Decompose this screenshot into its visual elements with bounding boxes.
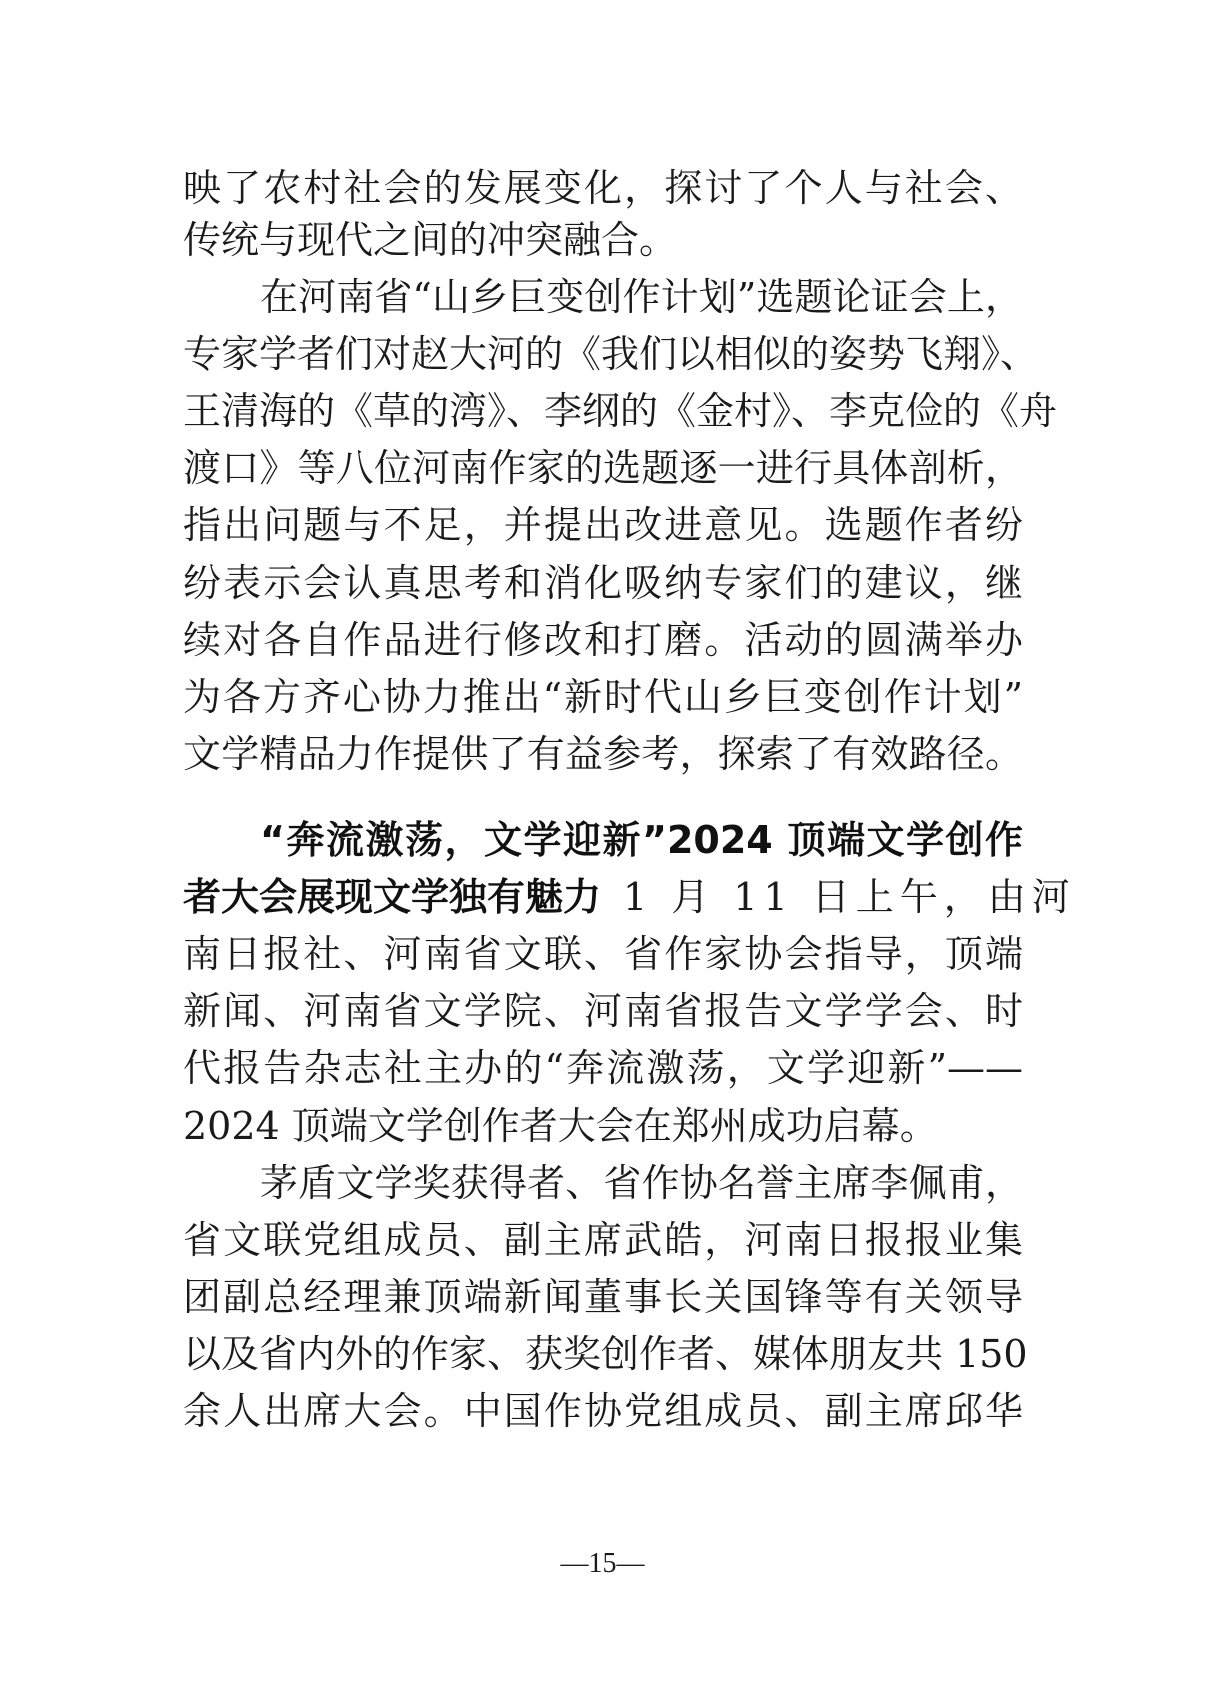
- page-number: —15—: [560, 1548, 645, 1579]
- paragraph-4-line-1: 茅盾文学奖获得者、省作协名誉主席李佩甫，: [260, 1161, 1023, 1205]
- paragraph-4-line-3: 团副总经理兼顶端新闻董事长关国锋等有关领导: [183, 1275, 1023, 1319]
- paragraph-2-line-6: 纷表示会认真思考和消化吸纳专家们的建议，继: [183, 561, 1023, 605]
- section-heading-line-2-row: [183, 869, 1076, 926]
- section-heading-line-1: “奔流激荡，文学迎新”2024 顶端文学创作: [260, 818, 1023, 862]
- paragraph-4-line-5: 余人出席大会。中国作协党组成员、副主席邱华: [183, 1389, 1023, 1433]
- paragraph-2-line-2: 专家学者们对赵大河的《我们以相似的姿势飞翔》、: [183, 332, 1039, 376]
- paragraph-3-line-1: 1 月 11 日上午，由河: [623, 875, 1076, 919]
- paragraph-2-line-9: 文学精品力作提供了有益参考，探索了有效路径。: [183, 732, 1023, 776]
- paragraph-2-line-4: 渡口》等八位河南作家的选题逐一进行具体剖析，: [183, 446, 1023, 490]
- paragraph-2-line-8: 为各方齐心协力推出“新时代山乡巨变创作计划”: [183, 675, 1023, 719]
- section-heading-line-2: 者大会展现文学独有魅力: [183, 875, 602, 919]
- paragraph-3-line-4: 代报告杂志社主办的“奔流激荡，文学迎新”——: [183, 1046, 1023, 1090]
- paragraph-4-line-2: 省文联党组成员、副主席武皓，河南日报报业集: [183, 1218, 1023, 1262]
- paragraph-2-line-7: 续对各自作品进行修改和打磨。活动的圆满举办: [183, 618, 1023, 662]
- paragraph-4-line-4: 以及省内外的作家、获奖创作者、媒体朋友共 150: [183, 1332, 1028, 1376]
- paragraph-3-line-5: 2024 顶端文学创作者大会在郑州成功启幕。: [183, 1104, 938, 1148]
- paragraph-2-line-1: 在河南省“山乡巨变创作计划”选题论证会上，: [260, 275, 1023, 319]
- paragraph-3-line-3: 新闻、河南省文学院、河南省报告文学学会、时: [183, 989, 1023, 1033]
- paragraph-1-line-1: 映了农村社会的发展变化，探讨了个人与社会、: [183, 166, 1023, 210]
- paragraph-3-line-2: 南日报社、河南省文联、省作家协会指导，顶端: [183, 932, 1023, 976]
- paragraph-1-line-2: 传统与现代之间的冲突融合。: [183, 218, 678, 262]
- paragraph-2-line-5: 指出问题与不足，并提出改进意见。选题作者纷: [183, 503, 1023, 547]
- paragraph-2-line-3: 王清海的《草的湾》、李纲的《金村》、李克俭的《舟: [183, 389, 1058, 433]
